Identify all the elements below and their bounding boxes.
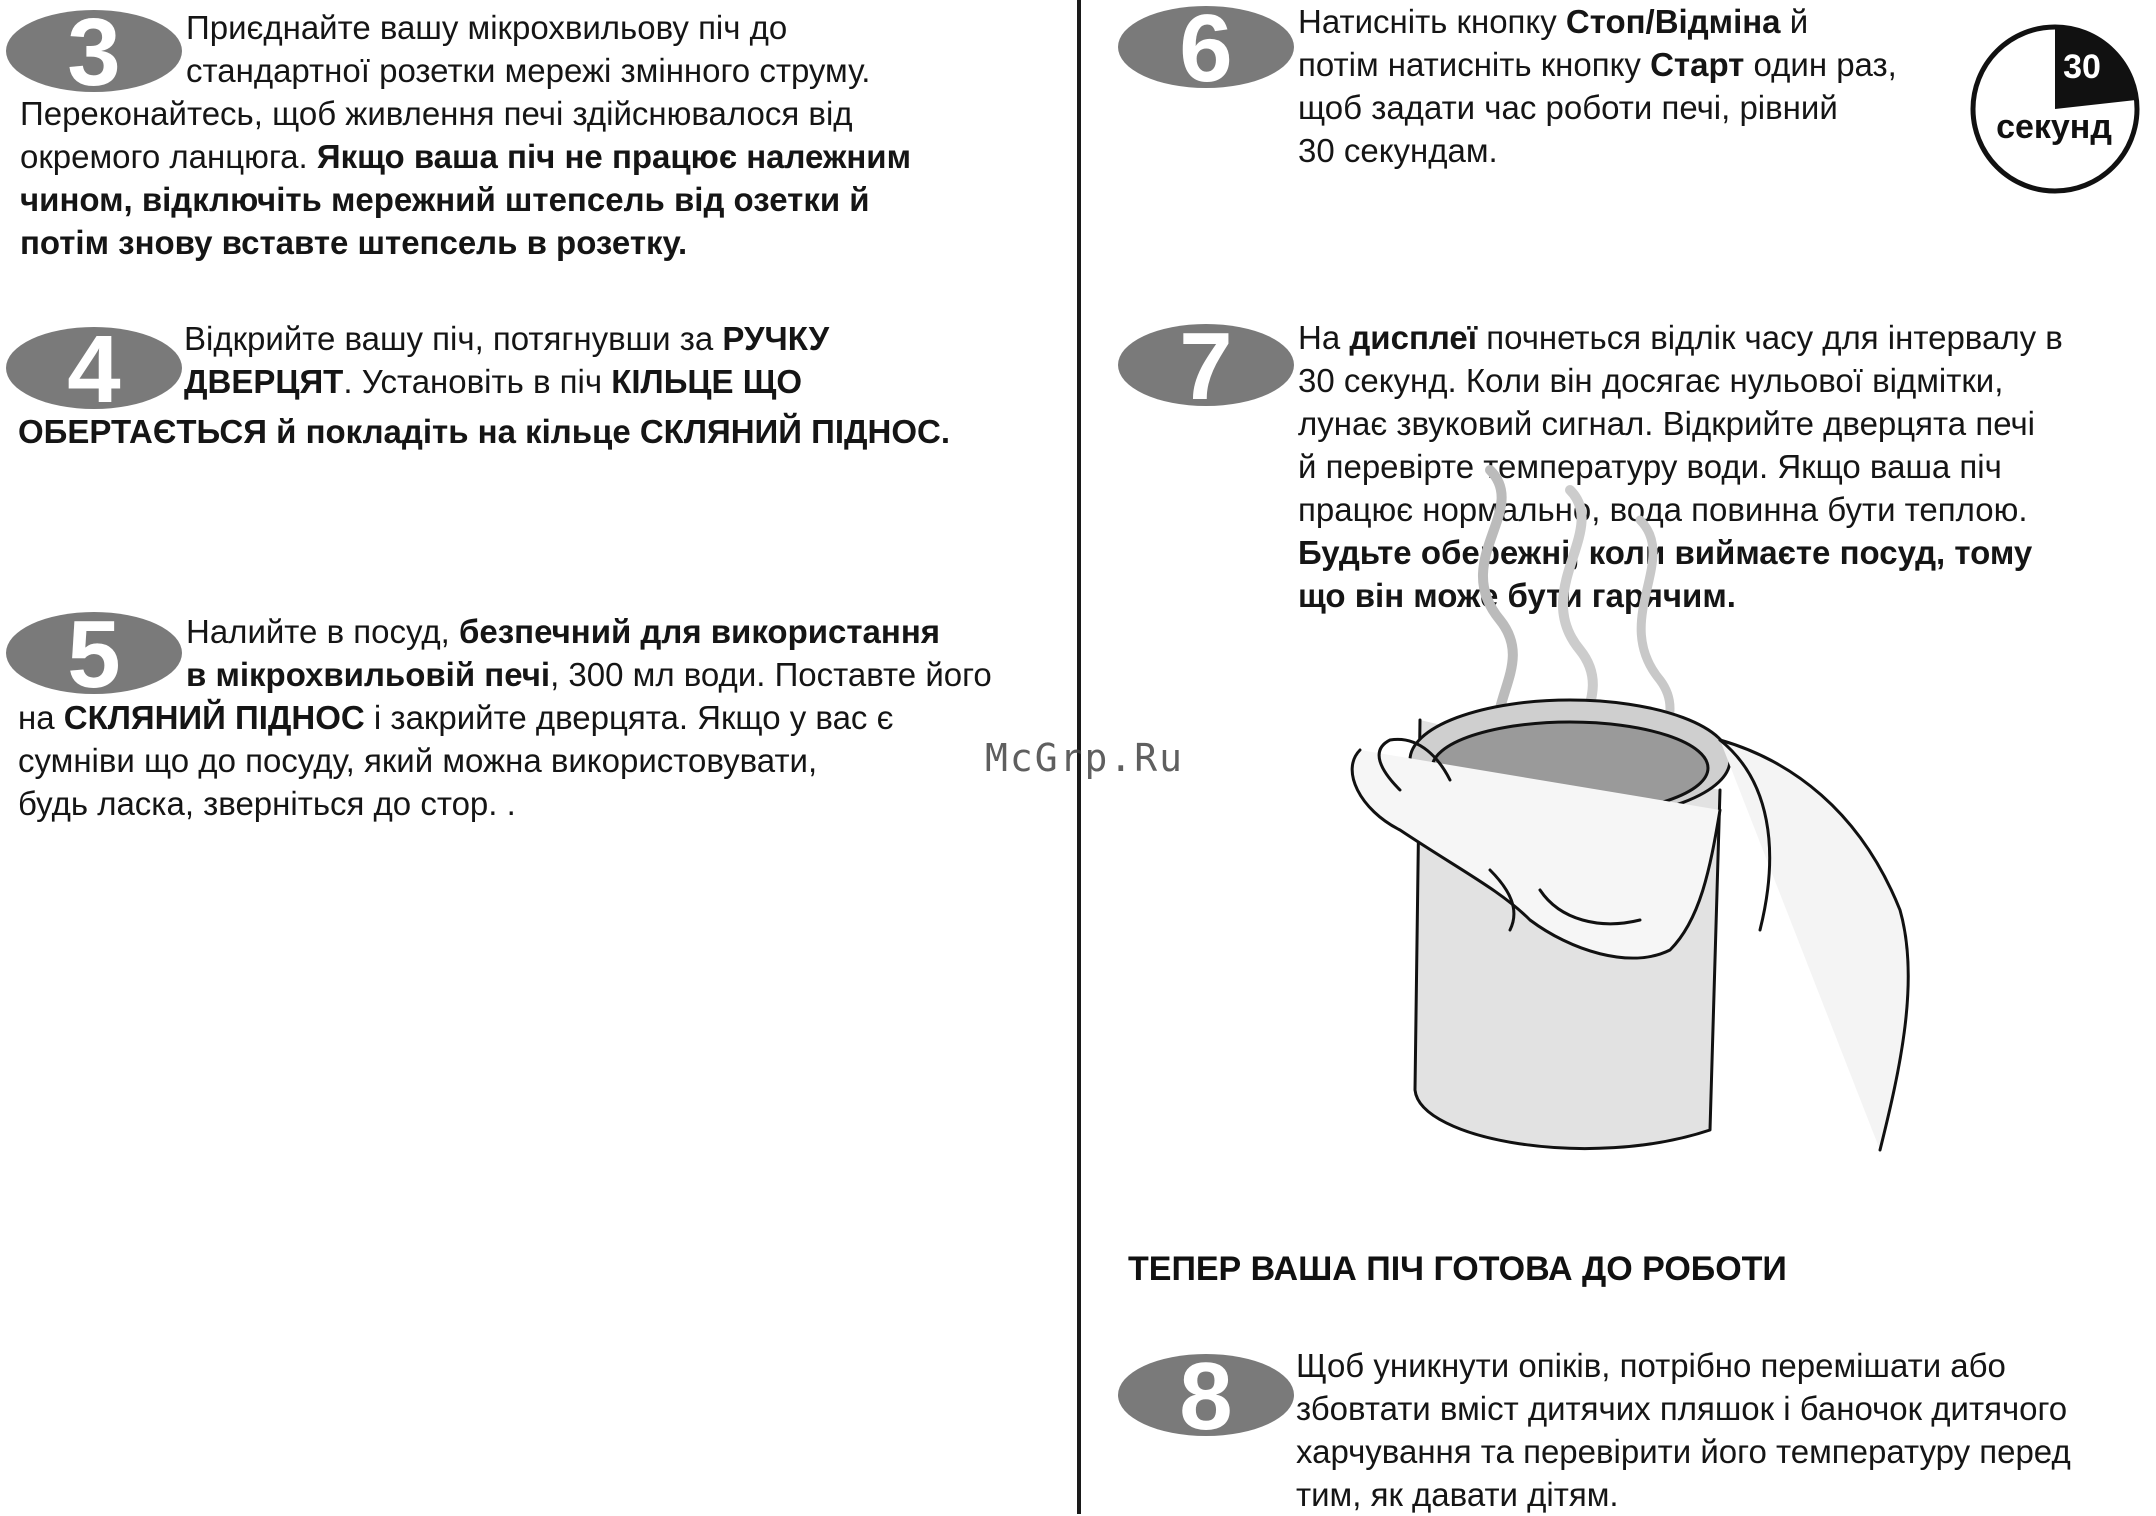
ready-heading: ТЕПЕР ВАША ПІЧ ГОТОВА ДО РОБОТИ (1128, 1250, 1787, 1288)
svg-text:7: 7 (1179, 322, 1233, 408)
step-3-number: 3 (67, 8, 121, 94)
svg-text:6: 6 (1179, 4, 1233, 90)
step-5-text-cont: на СКЛЯНИЙ ПІДНОС і закрийте дверцята. Якщо у вас є сумніви що до посуду, який можна використовувати, будь ласка, зверніться до стор. . (18, 699, 894, 822)
step-3-badge (4, 8, 184, 94)
step-5-text: Налийте в посуд, безпечний для використання в мікрохвильовій печі, 300 мл води. Поставте його (186, 613, 992, 693)
step-4-badge (4, 325, 184, 411)
step-4-text: Відкрийте вашу піч, потягнувши за РУЧКУ ДВЕРЦЯТ. Установіть в піч КІЛЬЦЕ ЩО (184, 320, 830, 400)
svg-text:5: 5 (67, 610, 121, 696)
step-6-text: Натисніть кнопку Стоп/Відміна й потім натисніть кнопку Старт один раз, щоб задати час роботи печі, рівний 30 секундам. (1298, 3, 1897, 169)
step-8-badge (1116, 1352, 1296, 1438)
hand-holding-cup-illustration (1340, 450, 1930, 1210)
step-3-text: Приєднайте вашу мікрохвильову піч до стандартної розетки мережі змінного струму. (186, 9, 871, 89)
step-7-text: На дисплеї почнеться відлік часу для інтервалу в 30 секунд. Коли він досягає нульової відмітки, лунає звуковий сигнал. Відкрийте дверцята печі й перевірте температуру води. Якщо ваша піч працює нормально, вода повинна бути теплою. Будьте обережні, коли виймаєте посуд, тому що він може бути гарячим. (1298, 319, 2063, 614)
step-6-badge (1116, 4, 1296, 90)
step-3-text-cont: Переконайтесь, щоб живлення печі здійснювалося від окремого ланцюга. Якщо ваша піч не працює належним чином, відключіть мережний штепсель від озетки й потім знову вставте штепсель в розетку. (20, 95, 912, 261)
timer-value: 30 (2063, 48, 2101, 86)
svg-text:8: 8 (1179, 1352, 1233, 1438)
timer-30-seconds-icon (1968, 22, 2142, 196)
step-5-badge (4, 610, 184, 696)
step-4-text-cont: ОБЕРТАЄТЬСЯ й покладіть на кільце СКЛЯНИЙ ПІДНОС. (18, 413, 951, 450)
timer-unit: секунд (1996, 108, 2112, 146)
watermark: McGrp.Ru (985, 736, 1185, 780)
step-8-text: Щоб уникнути опіків, потрібно перемішати або збовтати вміст дитячих пляшок і баночок дитячого харчування та перевірити його температуру перед тим, як давати дітям. (1296, 1347, 2071, 1513)
step-7-badge (1116, 322, 1296, 408)
svg-text:4: 4 (67, 325, 121, 411)
